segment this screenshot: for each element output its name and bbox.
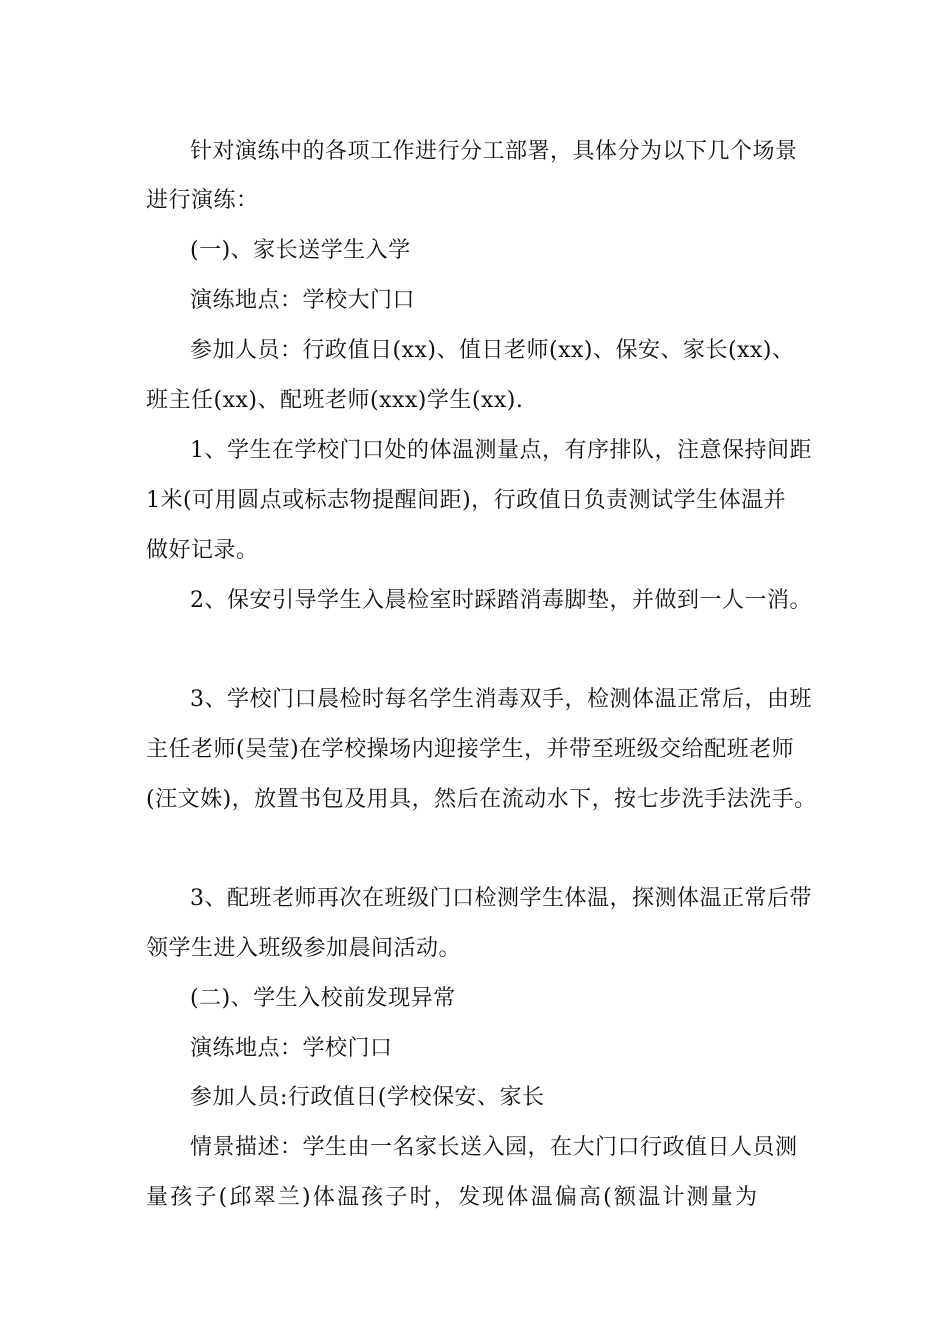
drill-location-2: 演练地点：学校门口 xyxy=(190,1036,393,1061)
step-1-line-2: 1米(可用圆点或标志物提醒间距)，行政值日负责测试学生体温并 xyxy=(146,488,787,513)
step-1-line-1: 1、学生在学校门口处的体温测量点，有序排队，注意保持间距 xyxy=(190,438,812,463)
step-3b-line-1: 3、配班老师再次在班级门口检测学生体温，探测体温正常后带 xyxy=(190,886,812,911)
paragraph-intro-line-2: 进行演练： xyxy=(146,188,259,213)
participants-2: 参加人员:行政值日(学校保安、家长 xyxy=(190,1085,545,1110)
scenario-description-line-1: 情景描述：学生由一名家长送入园，在大门口行政值日人员测 xyxy=(190,1135,798,1160)
step-3a-line-1: 3、学校门口晨检时每名学生消毒双手，检测体温正常后，由班 xyxy=(190,687,812,712)
paragraph-intro-line-1: 针对演练中的各项工作进行分工部署，具体分为以下几个场景 xyxy=(190,139,798,164)
participants-1-line-2: 班主任(xx)、配班老师(xxx)学生(xx). xyxy=(146,388,524,413)
step-2: 2、保安引导学生入晨检室时踩踏消毒脚垫，并做到一人一消。 xyxy=(190,588,812,613)
drill-location-1: 演练地点：学校大门口 xyxy=(190,288,416,313)
participants-1-line-1: 参加人员：行政值日(xx)、值日老师(xx)、保安、家长(xx)、 xyxy=(190,338,795,363)
step-3b-line-2: 领学生进入班级参加晨间活动。 xyxy=(146,936,462,961)
scenario-description-line-2: 量孩子(邱翠兰)体温孩子时，发现体温偏高(额温计测量为 xyxy=(146,1185,760,1210)
section-heading-1: (一)、家长送学生入学 xyxy=(190,238,411,263)
step-3a-line-3: (汪文姝)，放置书包及用具，然后在流动水下，按七步洗手法洗手。 xyxy=(146,787,817,812)
section-heading-2: (二)、学生入校前发现异常 xyxy=(190,986,456,1011)
step-3a-line-2: 主任老师(吴莹)在学校操场内迎接学生，并带至班级交给配班老师 xyxy=(146,737,795,762)
step-1-line-3: 做好记录。 xyxy=(146,538,259,563)
